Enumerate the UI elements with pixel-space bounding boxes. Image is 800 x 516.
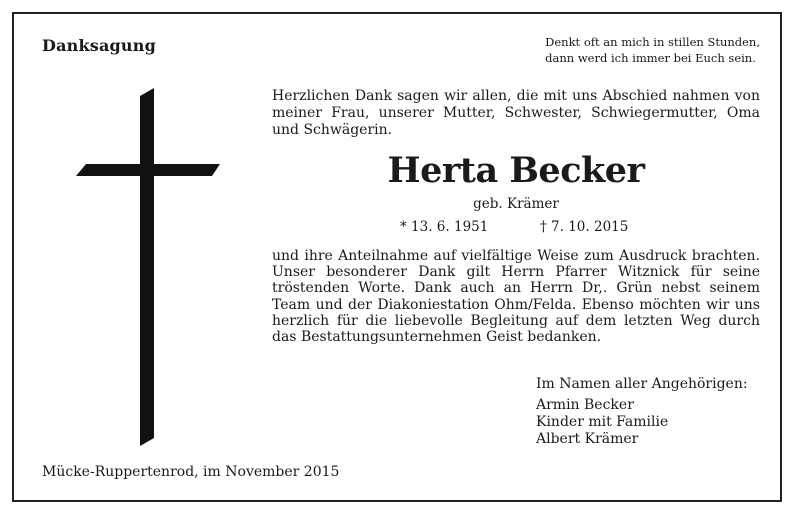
motto-verse	[545, 34, 760, 66]
maiden-name: geb. Krämer	[473, 196, 559, 212]
signer-name: Albert Krämer	[536, 431, 639, 447]
motto-line: Denkt oft an mich in stillen Stunden,	[545, 35, 760, 49]
cross-horizontal-beam	[76, 164, 220, 176]
signers-block	[536, 376, 748, 448]
signers-intro: Im Namen aller Angehörigen:	[536, 376, 748, 392]
cross-vertical-beam	[140, 88, 154, 446]
notice-heading: Danksagung	[42, 36, 156, 55]
thanks-text: und ihre Anteilnahme auf vielfältige Weise zum Ausdruck brachten. Unser besonderer Dank gilt Herrn Pfarrer Witznick für seine tröstenden Worte. Dank auch an Herrn Dr,. Grün nebst seinem Team und der Diakoniestation Ohm/Felda. Ebenso möchten wir uns herzlich für die liebevolle Begleitung auf dem letzten Weg durch das Bestattungsunternehmen Geist bedanken.	[272, 248, 760, 346]
latin-cross-icon	[76, 88, 220, 446]
signer-name: Kinder mit Familie	[536, 414, 669, 430]
death-date: † 7. 10. 2015	[540, 219, 629, 235]
obituary-notice	[12, 12, 782, 502]
place-and-date: Mücke-Ruppertenrod, im November 2015	[42, 464, 340, 480]
birth-date: * 13. 6. 1951	[400, 219, 489, 235]
signer-name: Armin Becker	[536, 397, 634, 413]
deceased-name: Herta Becker	[387, 150, 645, 191]
intro-text: Herzlichen Dank sagen wir allen, die mit uns Abschied nahmen von meiner Frau, unserer Mutter, Schwester, Schwiegermutter, Oma und Schwägerin.	[272, 88, 760, 138]
motto-line: dann werd ich immer bei Euch sein.	[545, 51, 756, 65]
